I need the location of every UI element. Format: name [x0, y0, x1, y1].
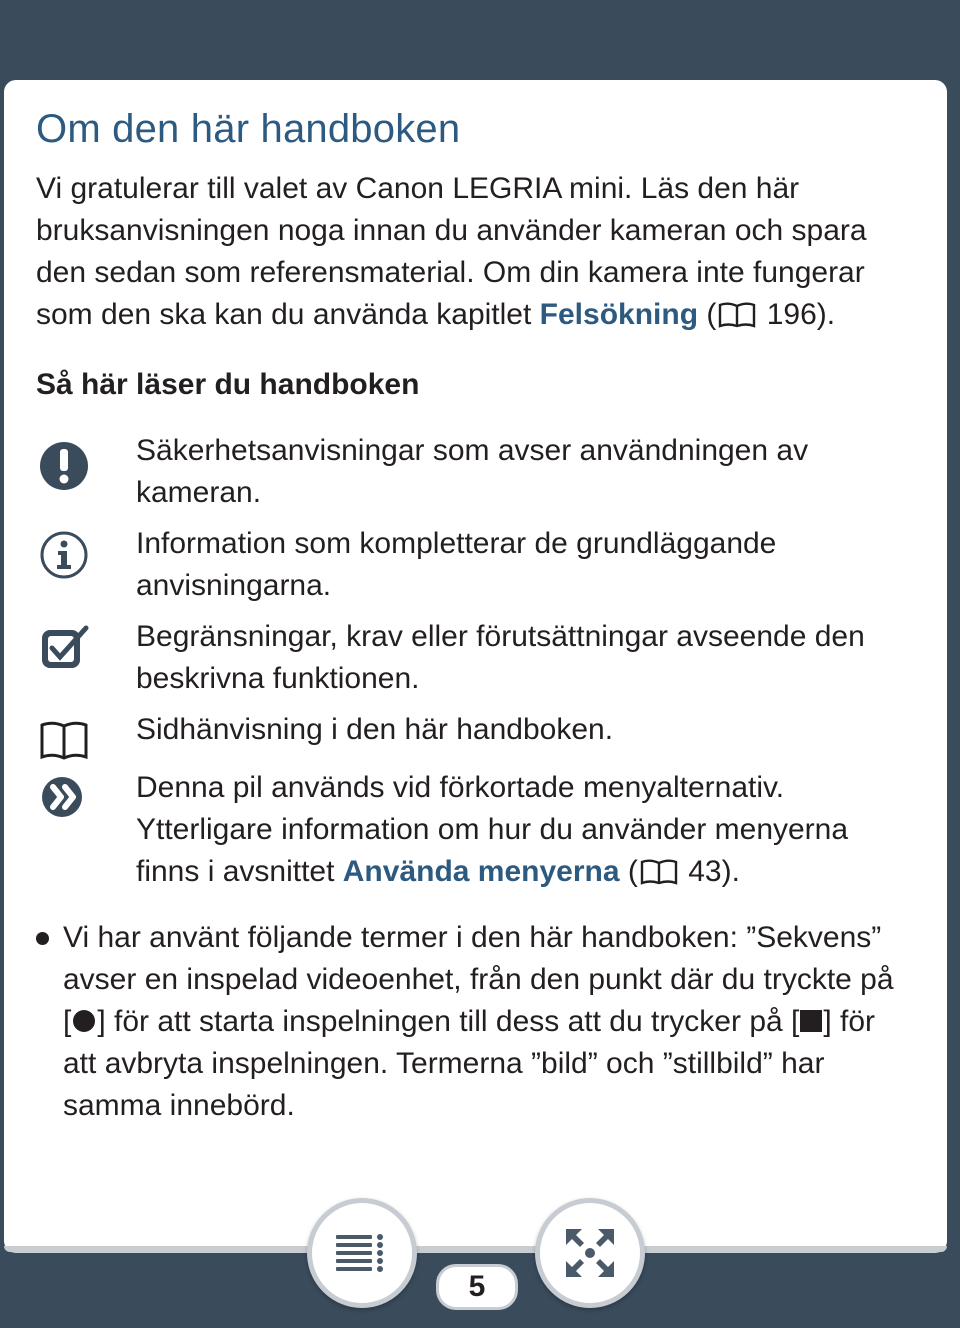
bullet-text [63, 917, 903, 1127]
legend-text [136, 767, 916, 893]
bullet-dot [36, 932, 49, 945]
page-reference: 196). [758, 298, 836, 331]
book-icon [36, 713, 92, 769]
section-heading: Så här läser du handboken [36, 368, 420, 401]
page-bottom-edge [4, 1246, 947, 1252]
paren-open: ( [619, 855, 638, 888]
bullet-part-1: Vi har använt följande termer i den här handboken: ”Sekvens” avser en inspelad videoenhet, från den punkt där du tryckte på [ [63, 921, 894, 1038]
table-of-contents-icon [332, 1223, 392, 1283]
info-icon [36, 527, 92, 583]
stop-icon [799, 1008, 823, 1034]
page-title: Om den här handboken [36, 107, 461, 151]
legend-text: Sidhänvisning i den här handboken. [136, 713, 614, 746]
paren-open: ( [698, 298, 717, 331]
bullet-part-2: ] för att starta inspelningen till dess att du trycker på [ [97, 1005, 800, 1038]
menu-arrow-text: Denna pil används vid förkortade menyalternativ. Ytterligare information om hur du använder menyerna finns i avsnittet [136, 771, 849, 888]
intro-text: Vi gratulerar till valet av Canon LEGRIA mini. Läs den här bruksanvisningen noga innan du använder kameran och spara den sedan som referensmaterial. Om din kamera inte fungerar som den ska kan du använda kapitlet [36, 172, 867, 331]
table-of-contents-button[interactable] [307, 1198, 417, 1308]
page-reference: 43). [679, 855, 740, 888]
intro-paragraph [36, 168, 916, 336]
legend-text: Säkerhetsanvisningar som avser användningen av kameran. [136, 434, 809, 509]
fullscreen-button[interactable] [535, 1198, 645, 1308]
book-icon [718, 302, 756, 328]
page-number: 5 [436, 1264, 518, 1310]
using-menus-link[interactable]: Använda menyerna [342, 855, 620, 888]
bullet-part-3: ] för att avbryta inspelningen. Termerna ”bild” och ”stillbild” har samma innebörd. [63, 1005, 876, 1122]
double-chevron-icon [36, 770, 92, 826]
checkbox-icon [36, 620, 92, 676]
legend-text: Begränsningar, krav eller förutsättningar avseende den beskrivna funktionen. [136, 620, 865, 695]
exclamation-icon [36, 438, 92, 494]
fullscreen-icon [560, 1223, 620, 1283]
page [4, 80, 947, 1252]
book-icon [640, 859, 678, 885]
legend-text: Information som kompletterar de grundläggande anvisningarna. [136, 527, 777, 602]
record-icon [71, 1008, 97, 1034]
troubleshooting-link[interactable]: Felsökning [539, 298, 699, 331]
